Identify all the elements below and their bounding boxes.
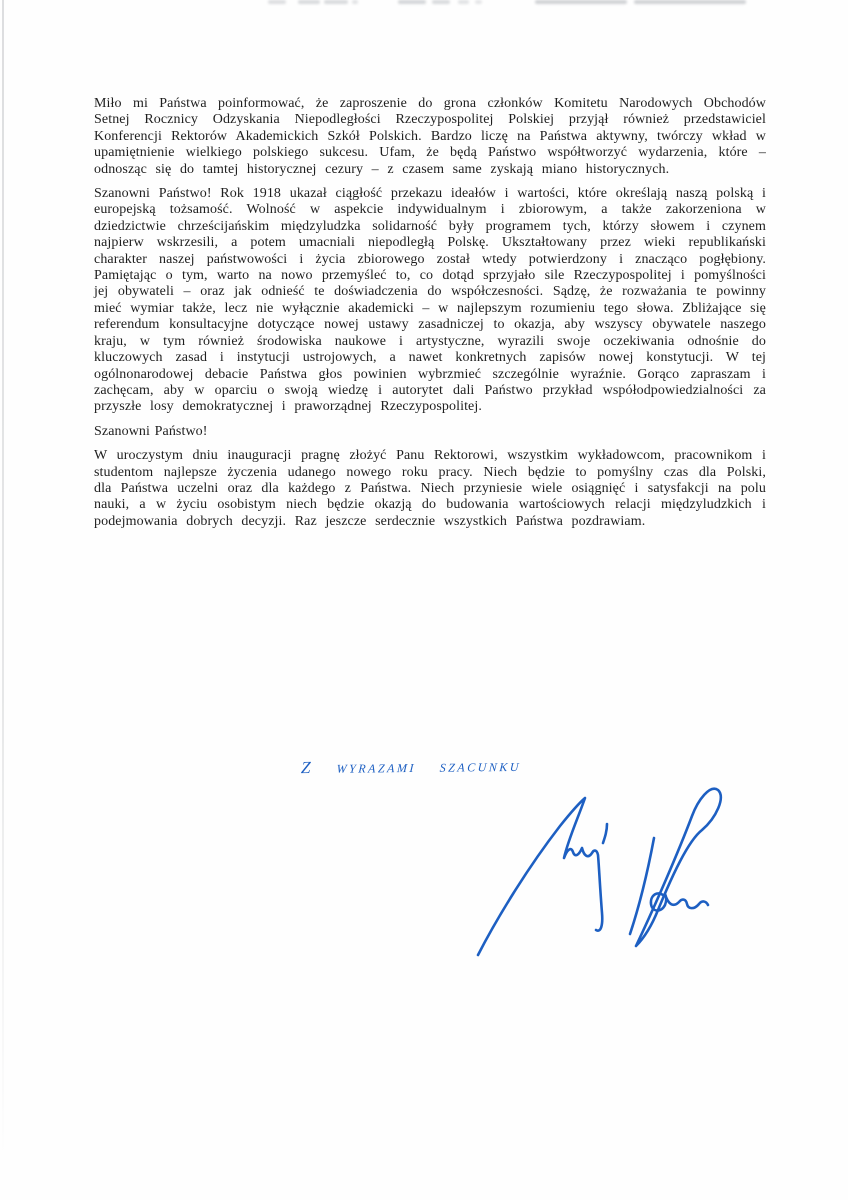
scan-smudge — [458, 0, 469, 4]
paragraph-wishes: W uroczystym dniu inauguracji pragnę złożyć Panu Rektorowi, wszystkim wykładowcom, pracownikom i studentom najlepsze życzenia udanego nowego roku pracy. Niech będzie to pomyślny czas dla Polski, dla Państwa uczelni oraz dla każdego z Państwa. Niech przyniesie wiele osiągnięć i satysfakcji na polu nauki, a w życiu osobistym niech będzie okazją do budowania wartościowych relacji międzyludzkich i podejmowania dobrych decyzji. Raz jeszcze serdecznie wszystkich Państwa pozdrawiam. — [94, 448, 766, 529]
scan-smudge — [268, 0, 286, 4]
scan-smudge — [432, 0, 450, 4]
scan-smudge — [352, 0, 358, 4]
scan-smudge — [324, 0, 348, 4]
salutation: Szanowni Państwo! — [94, 423, 208, 439]
scan-smudge — [634, 0, 746, 4]
signature-stroke — [478, 798, 602, 955]
scan-smudge — [298, 0, 320, 4]
scan-smudge — [475, 0, 482, 4]
scan-artifact-left-line — [2, 0, 4, 1162]
signature-stroke — [603, 824, 607, 843]
scan-smudge — [398, 0, 426, 4]
scan-smudge — [535, 0, 627, 4]
paragraph-invitation: Miło mi Państwa poinformować, że zaproszenie do grona członków Komitetu Narodowych Obchodów Setnej Rocznicy Odzyskania Niepodległości Rzeczypospolitej Polskiej przyjął również przedstawiciel Konferencji Rektorów Akademickich Szkół Polskich. Bardzo liczę na Państwa aktywny, twórczy wkład w upamiętnienie wielkiego polskiego sukcesu. Ufam, że będą Państwo współtworzyć wydarzenia, które – odnosząc się do tamtej historycznej cezury – z czasem same zyskają miano historycznych. — [94, 96, 766, 177]
signature-stroke — [630, 838, 654, 934]
letter-body — [94, 96, 766, 538]
signature-autograph — [468, 778, 733, 963]
paragraph-1918-anniversary: Szanowni Państwo! Rok 1918 ukazał ciągłość przekazu ideałów i wartości, które określają naszą polską i europejską tożsamość. Wolność w aspekcie indywidualnym i zbiorowym, a także zakorzeniona w dziedzictwie chrześcijańskim międzyludzka solidarność były programem tych, którzy słowem i czynem najpierw wskrzesili, a potem umacniali niepodległą Polskę. Ukształtowany przez wieki republikański charakter naszej państwowości i życia zbiorowego został wtedy potwierdzony i znacząco pogłębiony. Pamiętając o tym, warto na nowo przemyśleć to, co dotąd sprzyjało sile Rzeczypospolitej i pomyślności jej obywateli – oraz jak odnieść te doświadczenia do współczesności. Sądzę, że rozważania te powinny mieć wymiar także, lecz nie wyłącznie akademicki – w najlepszym rozumieniu tego słowa. Zbliżające się referendum konsultacyjne dotyczące nowej ustawy zasadniczej to okazja, aby wszyscy obywatele naszego kraju, w tym również środowiska naukowe i artystyczne, wyrazili swoje oczekiwania odnośnie do kluczowych zasad i instytucji ustrojowych, a nawet konkretnych zapisów nowej konstytucji. W tej ogólnonarodowej debacie Państwa głos powinien wybrzmieć szczególnie wyraźnie. Gorąco zapraszam i zachęcam, aby w oparciu o swoją wiedzę i autorytet dali Państwo przykład współodpowiedzialności za przyszłe losy demokratycznej i praworządnej Rzeczypospolitej. — [94, 186, 766, 415]
handwritten-closing: Z wyrazami szacunku — [300, 755, 522, 778]
